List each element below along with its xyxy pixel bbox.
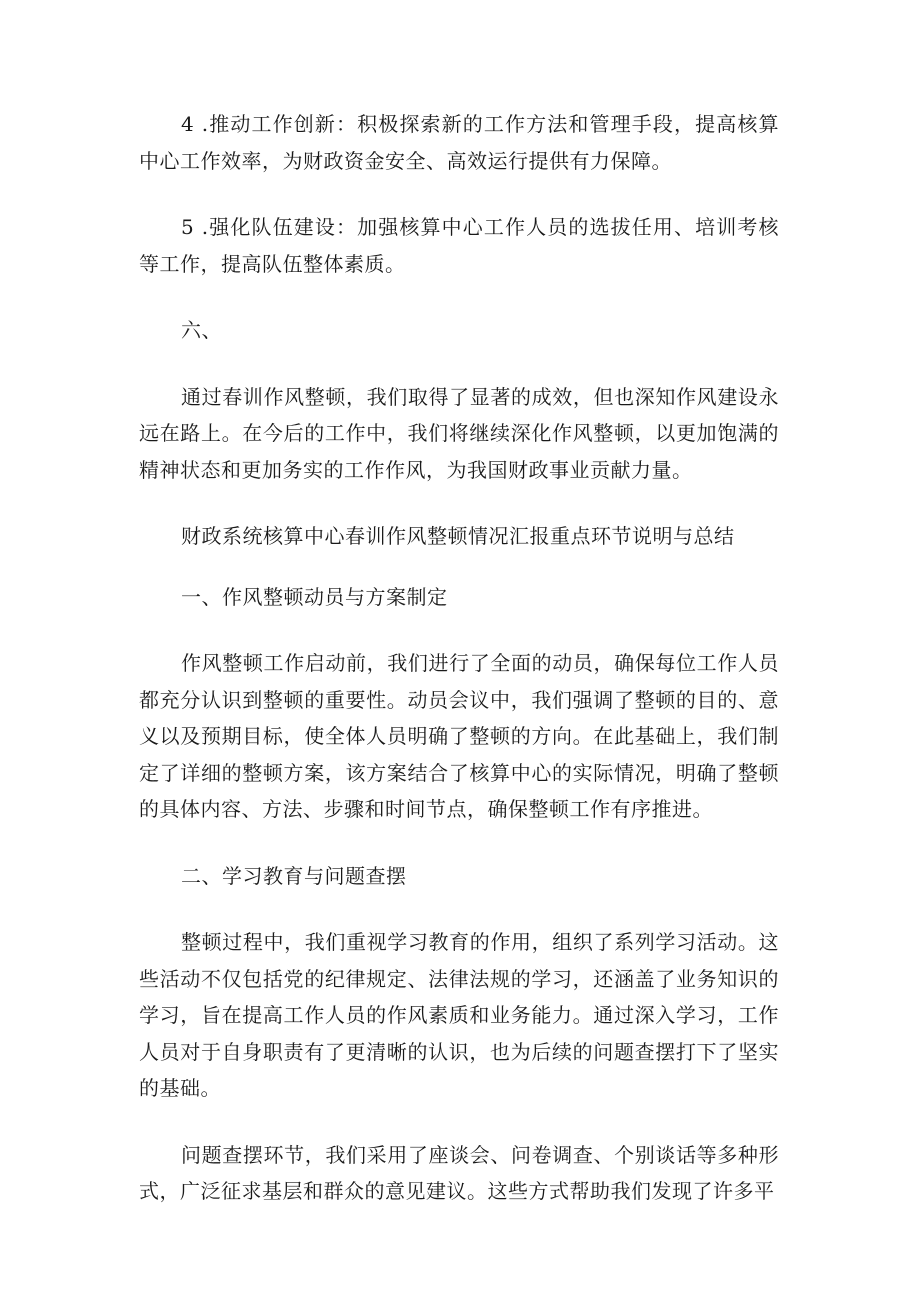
section-heading-one: 一、作风整顿动员与方案制定 bbox=[181, 584, 448, 609]
section-heading-two: 二、学习教育与问题查摆 bbox=[181, 863, 407, 888]
paragraph-conclusion: 通过春训作风整顿，我们取得了显著的成效，但也深知作风建设永远在路上。在今后的工作中，我们将继续深化作风整顿，以更加饱满的精神状态和更加务实的工作作风，为我国财政事业贡献力量。 bbox=[139, 384, 779, 482]
paragraph-item-4: 4 .推动工作创新：积极探索新的工作方法和管理手段，提高核算中心工作效率，为财政资金安全、高效运行提供有力保障。 bbox=[139, 112, 779, 173]
document-title: 财政系统核算中心春训作风整顿情况汇报重点环节说明与总结 bbox=[181, 524, 735, 548]
paragraph-item-5: 5 .强化队伍建设：加强核算中心工作人员的选拔任用、培训考核等工作，提高队伍整体素质。 bbox=[139, 215, 779, 276]
paragraph-study: 整顿过程中，我们重视学习教育的作用，组织了系列学习活动。这些活动不仅包括党的纪律规定、法律法规的学习，还涵盖了业务知识的学习，旨在提高工作人员的作风素质和业务能力。通过深入学习，工作人员对于自身职责有了更清晰的认识，也为后续的问题查摆打下了坚实的基础。 bbox=[139, 930, 779, 1100]
paragraph-mobilization: 作风整顿工作启动前，我们进行了全面的动员，确保每位工作人员都充分认识到整顿的重要性。动员会议中，我们强调了整顿的目的、意义以及预期目标，使全体人员明确了整顿的方向。在此基础上，我们制定了详细的整顿方案，该方案结合了核算中心的实际情况，明确了整顿的具体内容、方法、步骤和时间节点，确保整顿工作有序推进。 bbox=[139, 651, 779, 821]
paragraph-problem-finding: 问题查摆环节，我们采用了座谈会、问卷调查、个别谈话等多种形式，广泛征求基层和群众的意见建议。这些方式帮助我们发现了许多平 bbox=[139, 1142, 779, 1203]
section-heading-six: 六、 bbox=[181, 318, 222, 342]
document-body bbox=[139, 106, 779, 1210]
